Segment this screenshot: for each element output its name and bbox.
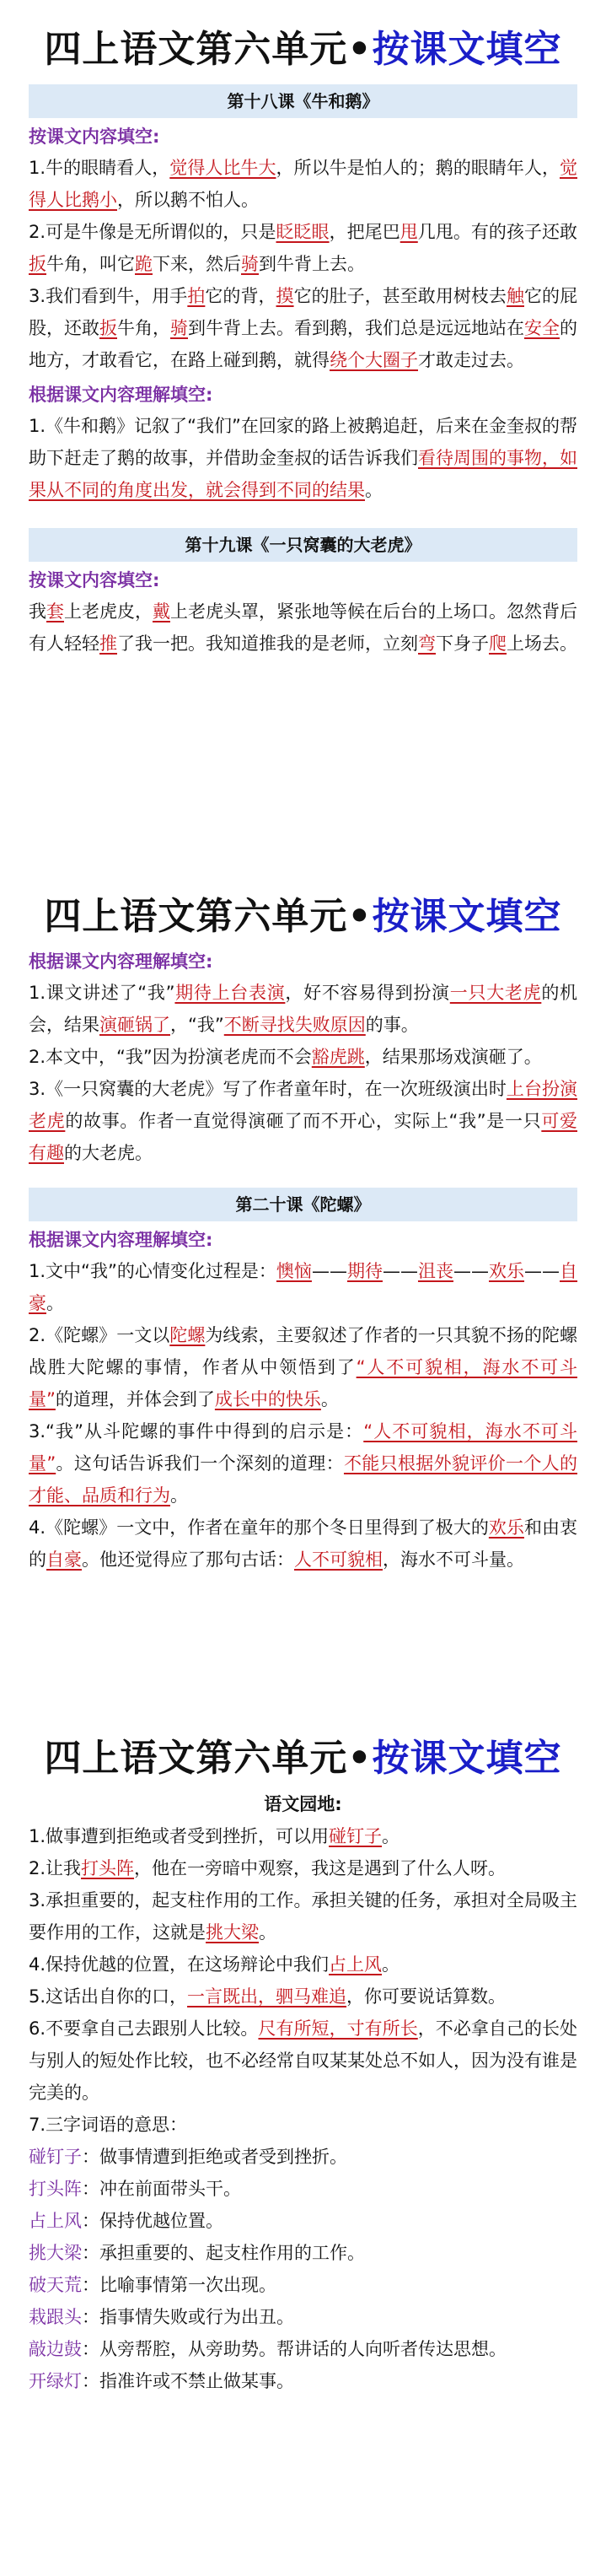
term-row — [29, 2301, 577, 2333]
section-comprehension: 根据课文内容理解填空: — [29, 385, 213, 405]
answer-blank: “人不可貌相，海水不可斗量” — [29, 1421, 577, 1474]
answer-blank: 套 — [46, 601, 64, 622]
text-segment: 4.保持优越的位置，在这场辩论中我们 — [29, 1954, 330, 1975]
text-segment: ，海水不可斗量。 — [383, 1549, 524, 1570]
text-segment: 的道理，并体会到了 — [55, 1389, 215, 1409]
text-segment: 1.牛的眼睛看人， — [29, 158, 170, 178]
text-segment: —— — [382, 1261, 418, 1281]
answer-blank: 懊恼 — [276, 1261, 312, 1281]
page-title — [29, 892, 577, 941]
text-segment: 为线索，主要叙述了作者的一只其貌不扬的陀螺战胜大陀螺的事情，作者从中领悟到了 — [29, 1325, 578, 1377]
paragraph — [29, 2109, 577, 2141]
term-definition: ：做事情遭到拒绝或者受到挫折。 — [82, 2147, 347, 2167]
answer-blank: 沮丧 — [417, 1261, 453, 1281]
text-segment: 上场去。 — [507, 633, 577, 654]
text-segment: ，好不容易得到扮演 — [285, 983, 450, 1003]
term-definition: ：承担重要的、起支柱作用的工作。 — [82, 2243, 365, 2263]
answer-blank: 期待 — [346, 1261, 383, 1281]
answer-blank: 欢乐 — [489, 1261, 525, 1281]
text-segment: ，不必拿自己的长处与别人的短处作比较，也不必经常自叹某某处总不如人，因为没有谁是完美的。 — [29, 2018, 578, 2103]
lesson-19-banner: 第十九课《一只窝囊的大老虎》 — [29, 528, 577, 562]
answer-blank: 觉得人比牛大 — [169, 158, 276, 178]
answer-blank: 不断寻找失败原因 — [223, 1015, 366, 1035]
answer-blank: 上台扮演老虎 — [29, 1079, 578, 1131]
text-segment: —— — [311, 1261, 347, 1281]
term-definition: ：从旁帮腔，从旁助势。帮讲话的人向听者传达思想。 — [82, 2339, 507, 2359]
page-title — [29, 25, 577, 74]
text-segment: 它的肚子，甚至敢用树枝去 — [293, 286, 507, 306]
text-segment: 1.课文讲述了“我” — [29, 983, 175, 1003]
text-segment: 4.《陀螺》一文中，作者在童年的那个冬日里得到了极大的 — [29, 1517, 489, 1538]
answer-blank: 陀螺 — [169, 1325, 206, 1345]
text-segment: 2.让我 — [29, 1858, 82, 1878]
term-word: 挑大梁 — [29, 2243, 82, 2263]
title-highlight: 按课文填空 — [372, 895, 562, 938]
answer-blank: 挑大梁 — [206, 1922, 259, 1943]
answer-blank: 看待周围的事物，如果从不同的角度出发，就会得到不同的结果 — [29, 448, 577, 500]
answer-blank: 欢乐 — [488, 1517, 524, 1538]
text-segment: 。 — [259, 1922, 276, 1943]
text-segment: —— — [453, 1261, 489, 1281]
text-segment: 才敢走过去。 — [418, 350, 524, 370]
title-highlight: 按课文填空 — [372, 1737, 562, 1780]
term-word: 碰钉子 — [29, 2147, 82, 2167]
answer-blank: 不能只根据外貌评价一个人的才能、品质和行为 — [29, 1453, 577, 1506]
text-segment: 和由衷的 — [29, 1517, 578, 1570]
text-segment: 几甩。有的孩子还敢 — [417, 222, 578, 242]
text-segment: 的事。 — [365, 1015, 419, 1035]
text-segment: 1.文中“我”的心情变化过程是： — [29, 1261, 276, 1281]
paragraph — [29, 1041, 577, 1073]
text-segment: 3.《一只窝囊的大老虎》写了作者童年时，在一次班级演出时 — [29, 1079, 507, 1099]
answer-blank: 可爱有趣 — [29, 1111, 578, 1163]
answer-blank: 一只大老虎 — [449, 983, 542, 1003]
text-segment: 它的屁股，还敢 — [29, 286, 578, 338]
answer-blank: 骑 — [241, 254, 259, 274]
page-1 — [0, 25, 606, 660]
term-word: 打头阵 — [29, 2179, 82, 2199]
paragraph — [29, 1255, 577, 1319]
text-segment: ，“我” — [170, 1015, 224, 1035]
term-row — [29, 2333, 577, 2365]
text-segment: 3.“我”从斗陀螺的事件中得到的启示是： — [29, 1421, 364, 1442]
term-word: 敲边鼓 — [29, 2339, 82, 2359]
paragraph — [29, 1415, 577, 1512]
answer-blank: 占上风 — [329, 1954, 383, 1975]
text-segment: 的地方，才敢看它，在路上碰到鹅，就得 — [29, 318, 577, 370]
answer-blank: 觉得人比鹅小 — [29, 158, 578, 210]
text-segment: 。 — [46, 1293, 64, 1313]
text-segment: 7.三字词语的意思： — [29, 2115, 188, 2135]
term-row — [29, 2365, 577, 2397]
section-comprehension: 根据课文内容理解填空: — [29, 951, 213, 972]
text-segment: 1.《牛和鹅》记叙了“我们”在回家的路上被鹅追赶，后来在金奎叔的帮助下赶走了鹅的故事，并借助金奎叔的话告诉我们 — [29, 416, 577, 468]
paragraph — [29, 152, 577, 216]
title-highlight: 按课文填空 — [372, 28, 562, 71]
answer-blank: “人不可貌相，海水不可斗量” — [29, 1357, 577, 1409]
text-segment: 2.《陀螺》一文以 — [29, 1325, 170, 1345]
section-heading: 语文园地: — [264, 1794, 342, 1814]
term-row — [29, 2237, 577, 2269]
answer-blank: 摸 — [276, 286, 294, 306]
page-3 — [0, 1734, 606, 2397]
answer-blank: 甩 — [400, 222, 418, 242]
section-fill-by-text: 按课文内容填空: — [29, 127, 160, 147]
text-segment: 2.可是牛像是无所谓似的，只是 — [29, 222, 276, 242]
lesson-18-banner: 第十八课《牛和鹅》 — [29, 84, 577, 118]
text-segment: 牛角，叫它 — [46, 254, 135, 274]
answer-blank: 自豪 — [29, 1261, 578, 1313]
answer-blank: 扳 — [29, 254, 46, 274]
text-segment: 。 — [170, 1485, 188, 1506]
answer-blank: 骑 — [170, 318, 188, 338]
text-segment: 3.承担重要的，起支柱作用的工作。承担关键的任务，承担对全局吸主要作用的工作，这就是 — [29, 1890, 577, 1943]
text-segment: 到牛背上去。看到鹅，我们总是远远地站在 — [188, 318, 524, 338]
answer-blank: 一言既出，驷马难追 — [187, 1986, 347, 2007]
text-segment: ，所以鹅不怕人。 — [117, 190, 259, 210]
answer-blank: 安全 — [524, 318, 560, 338]
text-segment: ，你可要说话算数。 — [346, 1986, 507, 2007]
term-word: 破天荒 — [29, 2275, 82, 2295]
paragraph — [29, 1948, 577, 1981]
text-segment: 上老虎头罩，紧张地等候在后台的上场口。忽然背后有人轻轻 — [29, 601, 577, 654]
text-segment: 3.我们看到牛，用手 — [29, 286, 188, 306]
text-segment: ，结果那场戏演砸了。 — [364, 1047, 542, 1067]
paragraph — [29, 1073, 577, 1169]
answer-blank: 演砸锅了 — [99, 1015, 170, 1035]
answer-blank: 推 — [99, 633, 117, 654]
text-segment: 到牛背上去。 — [259, 254, 365, 274]
paragraph — [29, 977, 577, 1041]
page-2 — [0, 892, 606, 1576]
answer-blank: 戴 — [153, 601, 170, 622]
text-segment: 。 — [320, 1389, 339, 1409]
text-segment: 。他还觉得应了那句古话： — [82, 1549, 294, 1570]
term-word: 开绿灯 — [29, 2371, 82, 2391]
text-segment: 下来，然后 — [153, 254, 241, 274]
text-segment: 牛角， — [117, 318, 170, 338]
answer-blank: 自豪 — [46, 1549, 82, 1570]
term-row — [29, 2269, 577, 2301]
text-segment: ，他在一旁暗中观察，我这是遇到了什么人呀。 — [134, 1858, 507, 1878]
page-title — [29, 1734, 577, 1783]
term-definition: ：保持优越位置。 — [82, 2211, 223, 2231]
paragraph — [29, 410, 577, 506]
term-word: 栽跟头 — [29, 2307, 82, 2327]
text-segment: —— — [524, 1261, 560, 1281]
answer-blank: 跪 — [135, 254, 153, 274]
paragraph — [29, 1820, 577, 1852]
text-segment: 上老虎皮， — [64, 601, 153, 622]
paragraph — [29, 595, 577, 660]
answer-blank: 豁虎跳 — [311, 1047, 365, 1067]
text-segment: 1.做事遭到拒绝或者受到挫折，可以用 — [29, 1826, 330, 1846]
answer-blank: 人不可貌相 — [294, 1549, 383, 1570]
term-definition: ：比喻事情第一次出现。 — [82, 2275, 276, 2295]
section-fill-by-text: 按课文内容填空: — [29, 570, 160, 590]
answer-blank: 碰钉子 — [329, 1826, 383, 1846]
answer-blank: 眨眨眼 — [276, 222, 330, 242]
answer-blank: 尺有所短，寸有所长 — [258, 2018, 418, 2039]
text-segment: 的大老虎。 — [64, 1143, 153, 1163]
text-segment: 我 — [29, 601, 46, 622]
text-segment: ，把尾巴 — [329, 222, 400, 242]
term-row — [29, 2205, 577, 2237]
paragraph — [29, 1981, 577, 2013]
text-segment: 它的背， — [205, 286, 276, 306]
text-segment: 下身子 — [436, 633, 489, 654]
paragraph — [29, 2013, 577, 2109]
paragraph — [29, 1319, 577, 1415]
text-segment: 的机会，结果 — [29, 983, 578, 1035]
term-definition-list — [29, 2141, 577, 2397]
term-definition: ：指事情失败或行为出丑。 — [82, 2307, 294, 2327]
text-segment: 了我一把。我知道推我的是老师，立刻 — [117, 633, 418, 654]
answer-blank: 弯 — [418, 633, 436, 654]
term-definition: ：指准许或不禁止做某事。 — [82, 2371, 294, 2391]
title-main: 四上语文第六单元• — [44, 1737, 373, 1780]
term-word: 占上风 — [29, 2211, 82, 2231]
paragraph — [29, 280, 577, 376]
answer-blank: 绕个大圈子 — [330, 350, 418, 370]
text-segment: 5.这话出自你的口， — [29, 1986, 188, 2007]
term-definition: ：冲在前面带头干。 — [82, 2179, 241, 2199]
text-segment: 6.不要拿自己去跟别人比较。 — [29, 2018, 259, 2039]
answer-blank: 期待上台表演 — [174, 983, 286, 1003]
lesson-20-banner: 第二十课《陀螺》 — [29, 1188, 577, 1221]
paragraph — [29, 1512, 577, 1576]
text-segment: 2.本文中，“我”因为扮演老虎而不会 — [29, 1047, 312, 1067]
term-row — [29, 2141, 577, 2173]
paragraph — [29, 1852, 577, 1884]
text-segment: 。 — [382, 1826, 400, 1846]
answer-blank: 拍 — [187, 286, 206, 306]
section-comprehension: 根据课文内容理解填空: — [29, 1230, 213, 1250]
paragraph — [29, 1884, 577, 1948]
term-row — [29, 2173, 577, 2205]
text-segment: 。 — [365, 480, 383, 500]
answer-blank: 爬 — [489, 633, 507, 654]
title-main: 四上语文第六单元• — [44, 28, 373, 71]
answer-blank: 打头阵 — [81, 1858, 135, 1878]
text-segment: 的故事。作者一直觉得演砸了而不开心，实际上“我”是一只 — [65, 1111, 542, 1131]
text-segment: ，所以牛是怕人的；鹅的眼睛年人， — [276, 158, 560, 178]
text-segment: 。 — [382, 1954, 400, 1975]
text-segment: 。这句话告诉我们一个深刻的道理： — [56, 1453, 344, 1474]
title-main: 四上语文第六单元• — [44, 895, 373, 938]
answer-blank: 成长中的快乐 — [214, 1389, 321, 1409]
paragraph — [29, 216, 577, 280]
answer-blank: 扳 — [99, 318, 117, 338]
answer-blank: 触 — [506, 286, 524, 306]
